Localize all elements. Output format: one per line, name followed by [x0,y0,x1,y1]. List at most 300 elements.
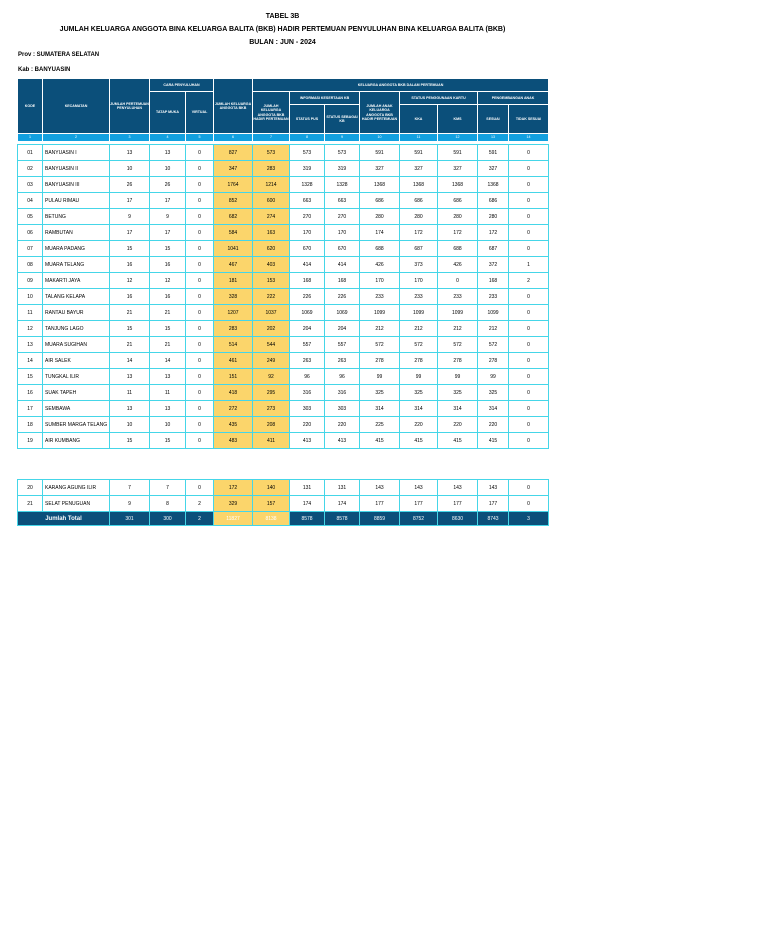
table-cell: 414 [290,257,325,273]
kecamatan-cell: MUARA TELANG [43,257,110,273]
kecamatan-cell: TALANG KELAPA [43,289,110,305]
table-cell: 131 [290,480,325,496]
report-period: BULAN : JUN - 2024 [249,39,316,46]
table-cell: 204 [325,321,360,337]
table-cell: 325 [438,385,478,401]
table-cell: 0 [186,193,214,209]
table-number: TABEL 3B [265,13,300,20]
table-row [18,321,549,337]
header-kka: KKA [400,105,438,134]
table-cell: 303 [290,401,325,417]
table-row [18,209,549,225]
table-cell: 174 [290,496,325,512]
header-status-kb: STATUS SEBAGAI KB [325,105,360,134]
table-cell: 572 [360,337,400,353]
table-cell: 249 [253,353,290,369]
table-cell: 13 [150,145,186,161]
table-cell: 13 [150,369,186,385]
kecamatan-cell: BETUNG [43,209,110,225]
table-cell: 686 [478,193,509,209]
table-cell: 280 [438,209,478,225]
header-col-number: 7 [253,134,290,142]
table-cell: 170 [325,225,360,241]
table-cell: 0 [509,385,549,401]
table-cell: 177 [360,496,400,512]
table-cell: 172 [214,480,253,496]
header-col-number: 4 [150,134,186,142]
header-pengembangan-anak: PENGEMBANGAN ANAK [478,92,549,105]
table-cell: 414 [325,257,360,273]
table-cell: 03 [18,177,43,193]
table-cell: 220 [478,417,509,433]
table-cell: 212 [360,321,400,337]
kecamatan-cell: RAMBUTAN [43,225,110,241]
table-cell: 573 [290,145,325,161]
header-col-number: 14 [509,134,549,142]
table-cell: 18 [18,417,43,433]
table-cell: 0 [186,385,214,401]
header-sesuai: SESUAI [478,105,509,134]
kecamatan-cell: TANJUNG LAGO [43,321,110,337]
header-col-number: 11 [400,134,438,142]
table-cell: 143 [400,480,438,496]
table-cell: 17 [110,225,150,241]
table-cell: 20 [18,480,43,496]
table-cell: 1069 [290,305,325,321]
table-cell: 14 [110,353,150,369]
table-cell: 208 [253,417,290,433]
total-cell: 8743 [478,512,509,526]
table-cell: 278 [438,353,478,369]
table-cell: 26 [110,177,150,193]
header-col-number: 5 [186,134,214,142]
table-cell: 0 [186,257,214,273]
header-tidak-sesuai: TIDAK SESUAI [509,105,549,134]
table-cell: 212 [400,321,438,337]
table-cell: 10 [18,289,43,305]
table-cell: 319 [290,161,325,177]
table-cell: 14 [18,353,43,369]
header-virtual: VIRTUAL [186,92,214,134]
table-cell: 96 [325,369,360,385]
table-cell: 0 [186,417,214,433]
table-cell: 415 [400,433,438,449]
table-cell: 09 [18,273,43,289]
table-cell: 10 [150,417,186,433]
table-cell: 05 [18,209,43,225]
table-cell: 0 [509,496,549,512]
table-cell: 1099 [360,305,400,321]
table-cell: 572 [438,337,478,353]
table-cell: 303 [325,401,360,417]
kecamatan-cell: BANYUASIN III [43,177,110,193]
table-cell: 233 [478,289,509,305]
table-cell: 15 [150,241,186,257]
table-cell: 688 [360,241,400,257]
table-cell: 17 [18,401,43,417]
table-cell: 403 [253,257,290,273]
table-row [18,145,549,161]
table-cell: 1069 [325,305,360,321]
table-cell: 04 [18,193,43,209]
table-cell: 233 [360,289,400,305]
table-cell: 1099 [400,305,438,321]
table-cell: 15 [110,241,150,257]
table-row [18,305,549,321]
table-row [18,225,549,241]
table-cell: 170 [290,225,325,241]
table-cell: 0 [509,209,549,225]
table-cell: 544 [253,337,290,353]
table-cell: 13 [18,337,43,353]
table-cell: 435 [214,417,253,433]
header-jumlah-keluarga: JUMLAH KELUARGA ANGGOTA BKB [214,79,253,134]
table-cell: 157 [253,496,290,512]
table-cell: 278 [400,353,438,369]
table-cell: 426 [438,257,478,273]
table-cell: 143 [438,480,478,496]
table-cell: 1328 [290,177,325,193]
table-cell: 225 [360,417,400,433]
table-cell: 13 [110,145,150,161]
table-cell: 557 [290,337,325,353]
table-cell: 212 [438,321,478,337]
table-row [18,257,549,273]
table-cell: 280 [478,209,509,225]
table-cell: 591 [478,145,509,161]
table-cell: 327 [478,161,509,177]
table-cell: 591 [400,145,438,161]
table-cell: 222 [253,289,290,305]
table-cell: 220 [290,417,325,433]
table-cell: 170 [360,273,400,289]
table-cell: 12 [110,273,150,289]
table-cell: 0 [186,401,214,417]
table-cell: 1368 [400,177,438,193]
table-cell: 8 [150,496,186,512]
table-cell: 220 [438,417,478,433]
table-cell: 9 [150,209,186,225]
table-cell: 295 [253,385,290,401]
total-cell: 8859 [360,512,400,526]
table-cell: 153 [253,273,290,289]
table-cell: 325 [478,385,509,401]
table-cell: 278 [360,353,400,369]
table-cell: 411 [253,433,290,449]
table-cell: 0 [186,305,214,321]
province-label: Prov : SUMATERA SELATAN [18,52,100,58]
table-cell: 827 [214,145,253,161]
table-cell: 0 [509,353,549,369]
table-cell: 16 [110,257,150,273]
table-cell: 0 [186,161,214,177]
table-cell: 316 [290,385,325,401]
table-cell: 226 [290,289,325,305]
table-cell: 99 [478,369,509,385]
table-cell: 670 [290,241,325,257]
table-cell: 0 [186,321,214,337]
table-cell: 16 [150,257,186,273]
table-cell: 572 [400,337,438,353]
table-cell: 143 [360,480,400,496]
table-row [18,241,549,257]
total-cell: 2 [186,512,214,526]
table-cell: 0 [186,289,214,305]
table-cell: 1764 [214,177,253,193]
kecamatan-cell: AIR KUMBANG [43,433,110,449]
table-cell: 1368 [360,177,400,193]
table-cell: 0 [509,177,549,193]
table-cell: 233 [400,289,438,305]
table-cell: 1368 [438,177,478,193]
table-cell: 172 [478,225,509,241]
table-cell: 415 [438,433,478,449]
table-header [17,78,549,142]
table-cell: 572 [478,337,509,353]
table-cell: 131 [325,480,360,496]
table-cell: 7 [150,480,186,496]
kecamatan-cell: AIR SALEK [43,353,110,369]
table-cell: 13 [110,369,150,385]
table-row [18,496,549,512]
table-cell: 143 [478,480,509,496]
table-cell: 99 [360,369,400,385]
table-cell: 2 [186,496,214,512]
kecamatan-cell: PULAU RIMAU [43,193,110,209]
table-cell: 272 [214,401,253,417]
table-cell: 17 [150,193,186,209]
table-cell: 584 [214,225,253,241]
table-cell: 140 [253,480,290,496]
table-cell: 0 [509,433,549,449]
table-cell: 461 [214,353,253,369]
table-cell: 0 [509,480,549,496]
table-cell: 686 [400,193,438,209]
table-cell: 573 [325,145,360,161]
table-cell: 99 [400,369,438,385]
table-cell: 591 [438,145,478,161]
table-cell: 670 [325,241,360,257]
table-cell: 688 [438,241,478,257]
table-cell: 0 [509,321,549,337]
table-cell: 15 [110,433,150,449]
table-cell: 0 [186,177,214,193]
table-cell: 514 [214,337,253,353]
table-row [18,161,549,177]
table-cell: 327 [400,161,438,177]
header-col-number: 1 [18,134,43,142]
table-cell: 02 [18,161,43,177]
table-cell: 415 [478,433,509,449]
table-cell: 96 [290,369,325,385]
table-cell: 686 [438,193,478,209]
regency-label: Kab : BANYUASIN [18,67,71,73]
total-cell: 3 [509,512,549,526]
table-cell: 620 [253,241,290,257]
table-cell: 283 [214,321,253,337]
table-cell: 316 [325,385,360,401]
kecamatan-cell: MUARA PADANG [43,241,110,257]
header-kecamatan: KECAMATAN [43,79,110,134]
table-cell: 16 [18,385,43,401]
table-cell: 15 [110,321,150,337]
table-row [18,401,549,417]
kecamatan-cell: SEMBAWA [43,401,110,417]
table-cell: 314 [400,401,438,417]
table-cell: 202 [253,321,290,337]
table-cell: 99 [438,369,478,385]
table-cell: 1099 [478,305,509,321]
header-jumlah-hadir: JUMLAH KELUARGA ANGGOTA BKB HADIR PERTEMUAN [253,92,290,134]
table-cell: 19 [18,433,43,449]
table-cell: 329 [214,496,253,512]
table-row [18,433,549,449]
table-cell: 21 [150,305,186,321]
total-cell: 301 [110,512,150,526]
header-col-number: 10 [360,134,400,142]
table-cell: 170 [400,273,438,289]
table-cell: 0 [186,337,214,353]
table-cell: 283 [253,161,290,177]
table-cell: 1 [509,257,549,273]
table-cell: 10 [110,161,150,177]
table-cell: 0 [186,145,214,161]
kecamatan-cell: SELAT PENUGUAN [43,496,110,512]
table-cell: 220 [325,417,360,433]
table-cell: 0 [438,273,478,289]
total-cell: 8630 [438,512,478,526]
table-cell: 1214 [253,177,290,193]
table-cell: 174 [360,225,400,241]
table-cell: 591 [360,145,400,161]
table-cell: 11 [18,305,43,321]
table-cell: 600 [253,193,290,209]
header-jumlah-pertemuan: JUMLAH PERTEMUAN PENYULUHAN [110,79,150,134]
table-cell: 373 [400,257,438,273]
table-row [18,417,549,433]
table-cell: 181 [214,273,253,289]
header-col-number: 2 [43,134,110,142]
table-cell: 270 [325,209,360,225]
table-cell: 682 [214,209,253,225]
table-cell: 663 [290,193,325,209]
table-cell: 0 [186,369,214,385]
table-cell: 415 [360,433,400,449]
table-cell: 328 [214,289,253,305]
table-cell: 852 [214,193,253,209]
header-col-number: 12 [438,134,478,142]
header-col-number: 3 [110,134,150,142]
table-cell: 280 [400,209,438,225]
table-cell: 9 [110,496,150,512]
table-cell: 1041 [214,241,253,257]
table-cell: 314 [360,401,400,417]
table-cell: 270 [290,209,325,225]
table-cell: 12 [18,321,43,337]
table-cell: 278 [478,353,509,369]
table-cell: 10 [110,417,150,433]
header-col-number: 8 [290,134,325,142]
table-cell: 9 [110,209,150,225]
table-cell: 08 [18,257,43,273]
table-cell: 0 [509,161,549,177]
table-cell: 0 [509,417,549,433]
table-cell: 0 [186,241,214,257]
table-cell: 0 [186,433,214,449]
table-cell: 177 [400,496,438,512]
table-cell: 280 [360,209,400,225]
header-jumlah-anak: JUMLAH ANAK KELUARGA ANGGOTA BKB HADIR PERTEMUAN [360,92,400,134]
table-row [18,353,549,369]
table-cell: 13 [150,401,186,417]
table-cell: 14 [150,353,186,369]
kecamatan-cell: TUNGKAL ILIR [43,369,110,385]
kecamatan-cell: MUARA SUGIHAN [43,337,110,353]
total-cell: 8138 [253,512,290,526]
table-cell: 168 [478,273,509,289]
table-cell: 172 [400,225,438,241]
header-kode: KODE [18,79,43,134]
table-cell: 319 [325,161,360,177]
table-cell: 16 [110,289,150,305]
table-cell: 1207 [214,305,253,321]
table-cell: 263 [325,353,360,369]
table-cell: 21 [150,337,186,353]
table-cell: 177 [478,496,509,512]
header-cara-penyuluhan: CARA PENYULUHAN [150,79,214,92]
table-cell: 0 [509,401,549,417]
table-cell: 2 [509,273,549,289]
table-cell: 163 [253,225,290,241]
kecamatan-cell: BANYUASIN II [43,161,110,177]
table-row [18,369,549,385]
table-cell: 0 [186,353,214,369]
kecamatan-cell: BANYUASIN I [43,145,110,161]
table-cell: 07 [18,241,43,257]
table-cell: 0 [186,209,214,225]
table-cell: 220 [400,417,438,433]
table-cell: 21 [110,305,150,321]
table-cell: 1037 [253,305,290,321]
table-cell: 663 [325,193,360,209]
kecamatan-cell: SUMBER MARGA TELANG [43,417,110,433]
table-cell: 0 [509,193,549,209]
table-cell: 327 [360,161,400,177]
header-tatap-muka: TATAP MUKA [150,92,186,134]
table-cell: 372 [478,257,509,273]
table-cell: 0 [509,241,549,257]
table-cell: 13 [110,401,150,417]
header-col-number: 6 [214,134,253,142]
table-cell: 483 [214,433,253,449]
header-status-pus: STATUS PUS [290,105,325,134]
header-keluarga-hadir: KELUARGA ANGGOTA BKB DALAM PERTEMUAN [253,79,549,92]
table-cell: 7 [110,480,150,496]
table-cell: 1368 [478,177,509,193]
table-cell: 314 [478,401,509,417]
total-cell: 300 [150,512,186,526]
table-cell: 0 [509,289,549,305]
table-cell: 12 [150,273,186,289]
table-row [18,480,549,496]
table-cell: 418 [214,385,253,401]
table-cell: 0 [186,273,214,289]
table-cell: 347 [214,161,253,177]
table-cell: 573 [253,145,290,161]
header-informasi-kb: INFORMASI KESERTAAN KB [290,92,360,105]
table-cell: 0 [509,337,549,353]
table-cell: 10 [150,161,186,177]
